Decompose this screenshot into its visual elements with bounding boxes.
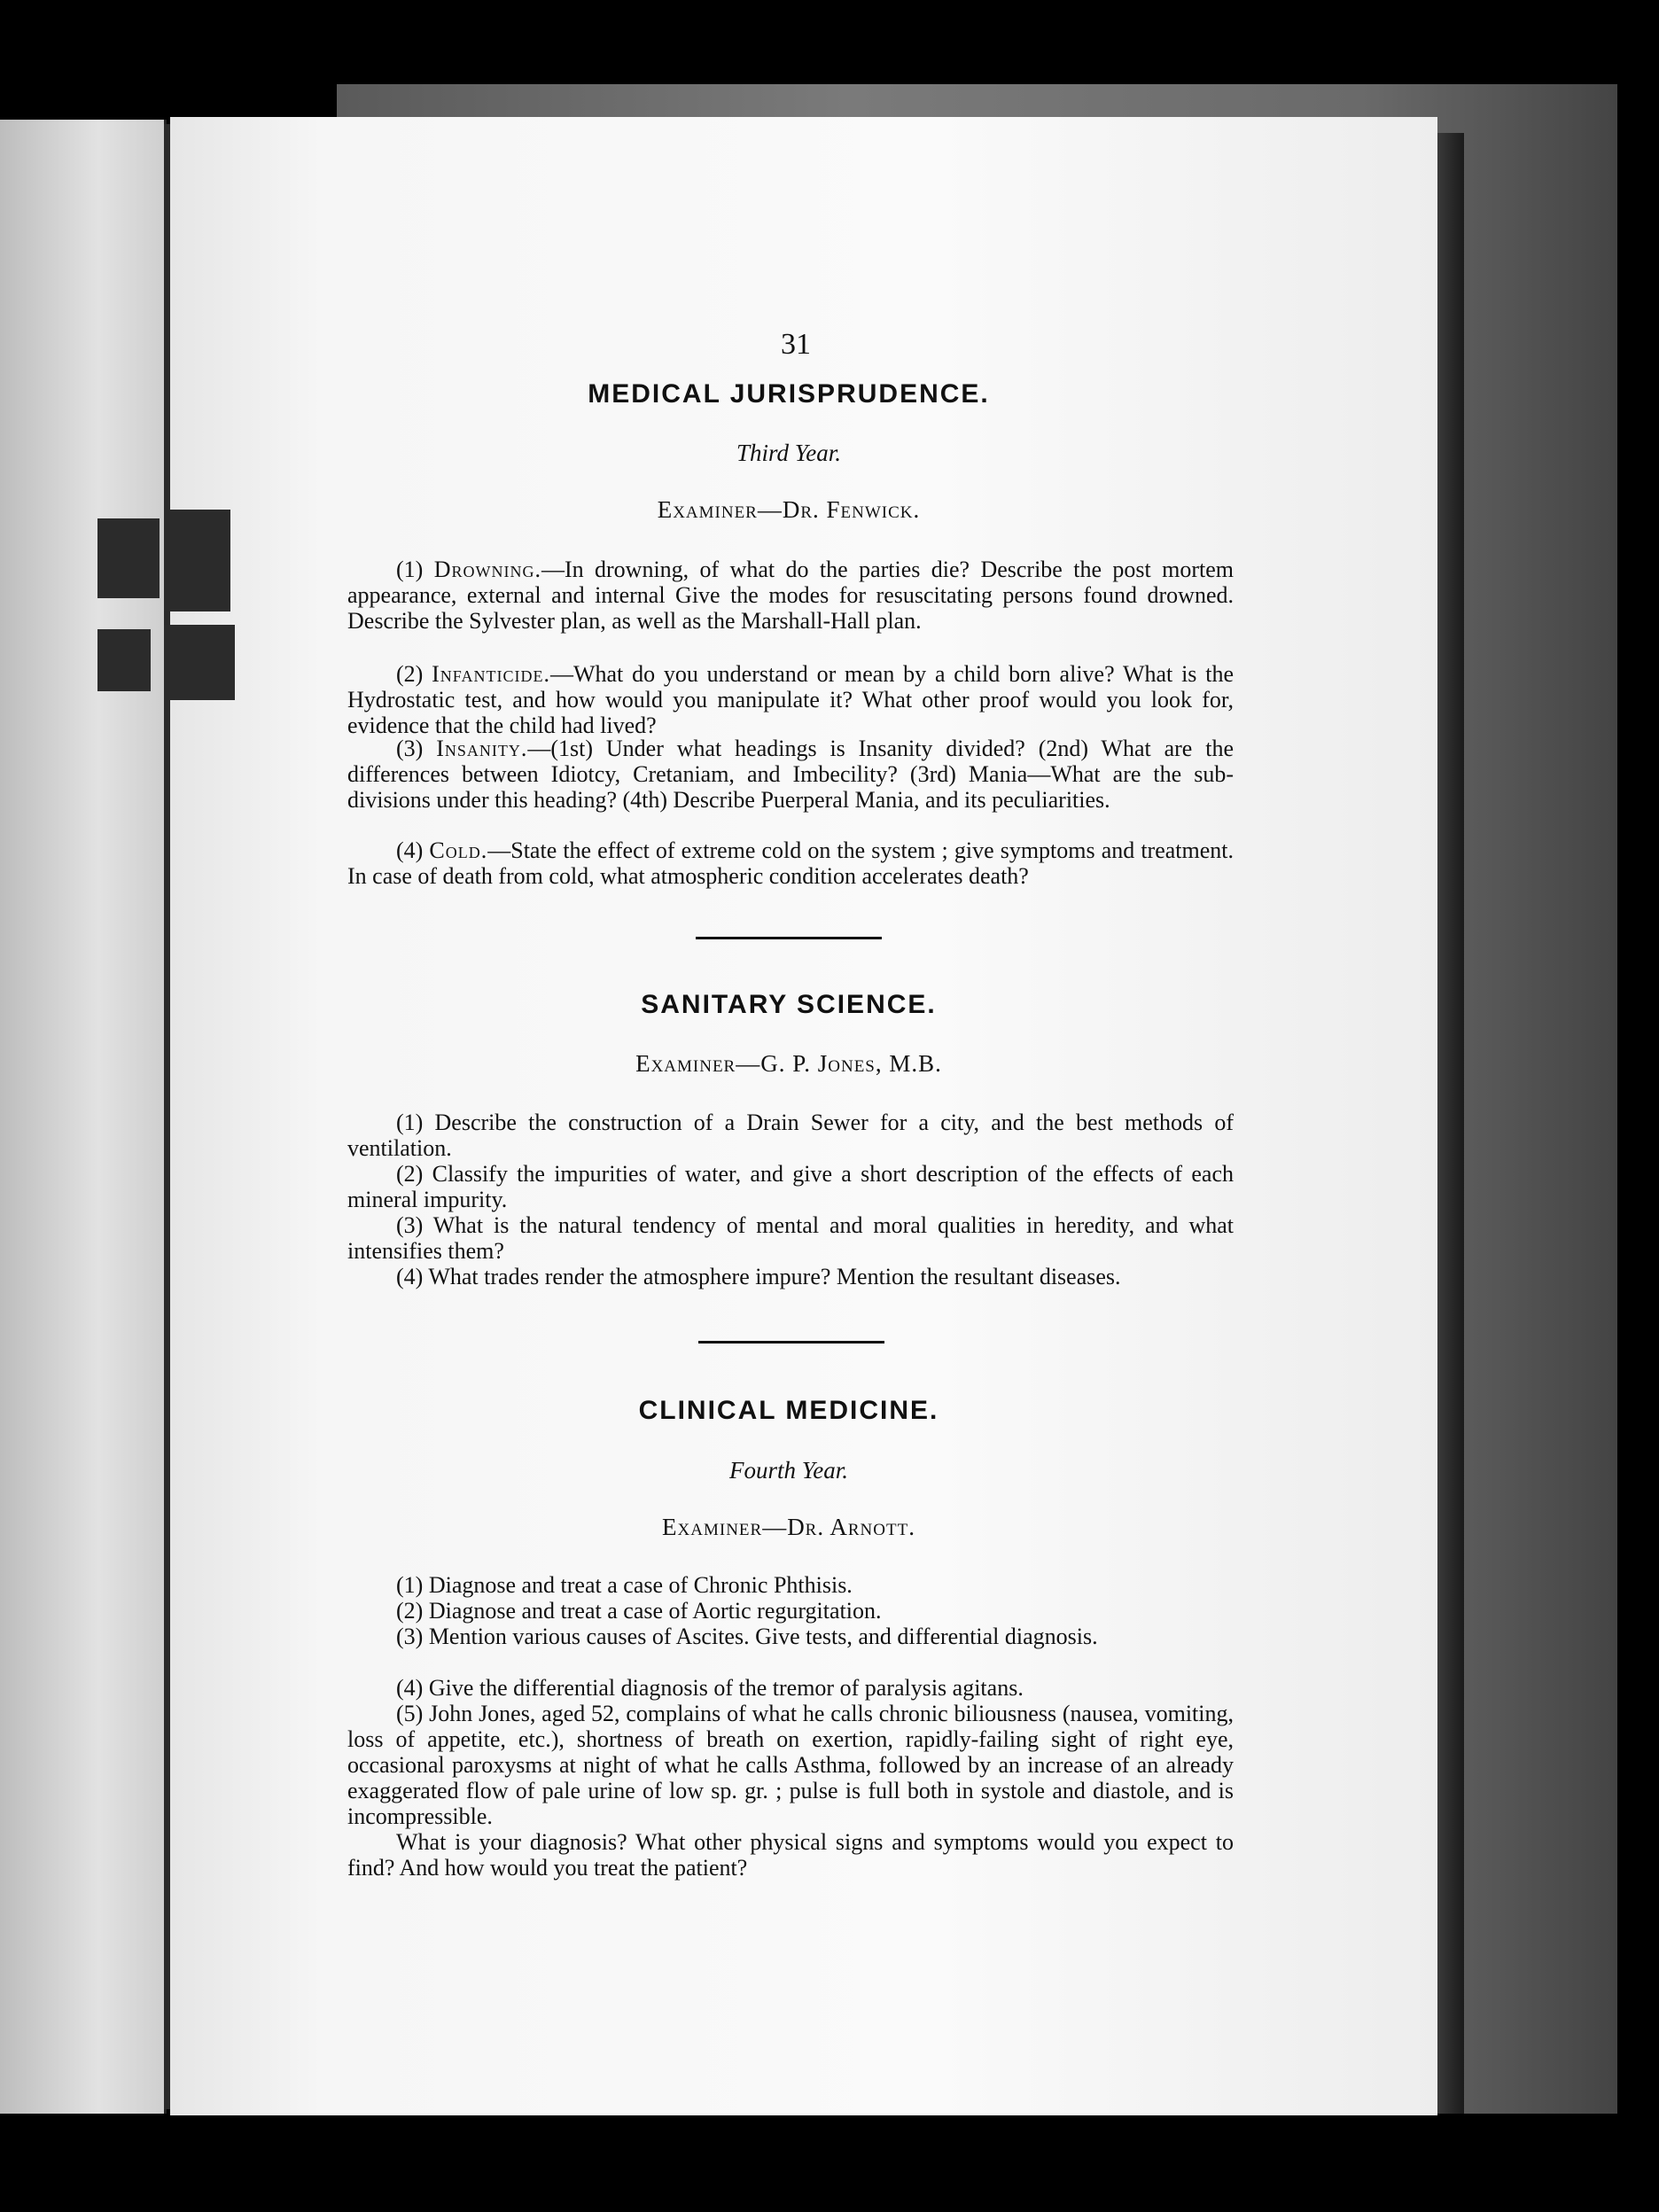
question-item: (4) What trades render the atmosphere impure? Mention the resultant diseases. — [396, 1264, 1121, 1289]
section-examiner: Examiner—G. P. Jones, M.B. — [635, 1050, 942, 1077]
question-item: (4) Give the differential diagnosis of the tremor of paralysis agitans. — [396, 1675, 1024, 1701]
section-examiner: Examiner—Dr. Fenwick. — [657, 496, 921, 523]
question-item: (3) What is the natural tendency of mental and moral qualities in heredity, and what intensifies them? — [347, 1212, 1234, 1264]
question-item: (2) Classify the impurities of water, and give a short description of the effects of each mineral impurity. — [347, 1161, 1234, 1212]
question-item: (1) Describe the construction of a Drain Sewer for a city, and the best methods of ventilation. — [347, 1110, 1234, 1161]
question-item: (2) Diagnose and treat a case of Aortic regurgitation. — [396, 1598, 882, 1624]
question-heading: Cold. — [429, 837, 488, 863]
question-item: (5) John Jones, aged 52, complains of what he calls chronic biliousness (nausea, vomiting, loss of appetite, etc.), shortness of breath on exertion, rapidly-failing sight of right eye, occasional paroxysms at night of what he calls Asthma, followed by an increase of an already exaggerated flow of pale urine of low sp. gr. ; pulse is full both in systole and diastole, and is incompressible. — [347, 1701, 1234, 1829]
section-title-sanitary-science: SANITARY SCIENCE. — [641, 990, 937, 1019]
question-heading: Infanticide. — [432, 661, 550, 687]
question-insanity — [347, 736, 1234, 813]
question-text: —In drowning, of what do the parties die? Describe the post mortem appearance, external and internal Give the modes for resuscitating persons found drowned. Describe the Sylvester plan, as well as the Marshall-Hall plan. — [347, 557, 1234, 634]
section-divider — [696, 937, 882, 939]
question-item: What is your diagnosis? What other physical signs and symptoms would you expect to find? And how would you treat the patient? — [347, 1829, 1234, 1881]
facing-page-edge — [0, 120, 167, 2114]
question-cold — [347, 837, 1234, 889]
question-drowning — [347, 557, 1234, 634]
question-infanticide — [347, 661, 1234, 738]
question-number: (1) — [396, 557, 434, 582]
section-year: Fourth Year. — [728, 1457, 849, 1484]
section-year: Third Year. — [736, 440, 842, 466]
question-number: (3) — [396, 736, 437, 761]
question-heading: Drowning. — [433, 557, 541, 582]
question-text: —What do you understand or mean by a child born alive? What is the Hydrostatic test, and how would you manipulate it? What other proof would you look for, evidence that the child had lived? — [347, 661, 1234, 738]
page-number: 31 — [781, 328, 811, 361]
question-heading: Insanity. — [436, 736, 528, 761]
question-item: (3) Mention various causes of Ascites. Give tests, and differential diagnosis. — [396, 1624, 1098, 1649]
question-item: (1) Diagnose and treat a case of Chronic Phthisis. — [396, 1572, 853, 1598]
question-text: —(1st) Under what headings is Insanity divided? (2nd) What are the differences between Idiotcy, Cretaniam, and Imbecility? (3rd) Mania—What are the sub-divisions under this heading? (4th) Describe Puerperal Mania, and its peculiarities. — [347, 736, 1234, 813]
section-divider — [698, 1341, 884, 1344]
page-tear-mark — [97, 629, 151, 691]
question-text: —State the effect of extreme cold on the system ; give symptoms and treatment. In case of death from cold, what atmospheric condition accelerates death? — [347, 837, 1234, 889]
page-tear-mark — [164, 625, 235, 700]
page-tear-mark — [97, 518, 160, 598]
page-shadow — [1437, 133, 1464, 2114]
question-number: (4) — [396, 837, 430, 863]
section-title-medical-jurisprudence: MEDICAL JURISPRUDENCE. — [588, 379, 990, 409]
section-examiner: Examiner—Dr. Arnott. — [662, 1514, 915, 1540]
section-title-clinical-medicine: CLINICAL MEDICINE. — [638, 1396, 939, 1425]
page-tear-mark — [164, 510, 230, 611]
question-number: (2) — [396, 661, 432, 687]
